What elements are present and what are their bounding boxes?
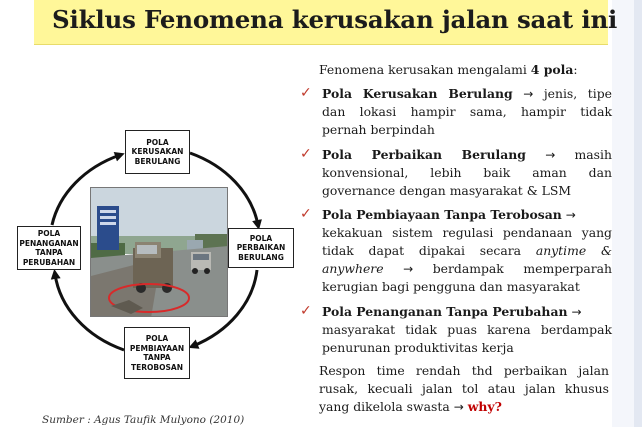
point-3-line-5: kerugian bagi pengguna dan masyarakat: [322, 279, 580, 294]
point-3-heading: Pola Pembiayaan Tanpa Terobosan: [322, 207, 562, 222]
why-text: why?: [467, 399, 502, 414]
box-right-line-3: BERULANG: [238, 252, 284, 262]
point-4-heading: Pola Penanganan Tanpa Perubahan: [322, 304, 568, 319]
box-right-line-2: PERBAIKAN: [236, 243, 286, 253]
box-pola-kerusakan: [125, 130, 190, 174]
box-bottom-line-1: POLA: [145, 334, 169, 343]
point-2-line-1: [322, 146, 612, 164]
slide-title: Siklus Fenomena kerusakan jalan saat ini: [52, 5, 618, 34]
point-1-l1-rest: jenis, tipe: [543, 86, 612, 101]
point-1-line-2: dan lokasi hampir sama, hampir tidak: [322, 104, 612, 119]
road-photo-illustration: [91, 188, 228, 317]
right-arrow-icon: →: [565, 208, 576, 222]
box-bottom-line-2: PEMBIAYAAN: [129, 343, 185, 353]
point-2-l1-rest: masih: [574, 147, 612, 162]
point-4-line-2: masyarakat tidak puas karena berdampak: [322, 322, 612, 337]
right-arrow-icon: →: [571, 305, 582, 319]
closing-line-2: rusak, kecuali jalan tol atau jalan khusus: [319, 381, 609, 396]
box-left-line-3: TANPA: [35, 248, 63, 257]
intro-line: [319, 62, 578, 77]
box-pola-penanganan: [17, 226, 81, 270]
point-3-line-4: [322, 260, 612, 278]
box-left-line-1: POLA: [37, 229, 61, 238]
box-left-line-2: PENANGANAN: [19, 238, 79, 248]
box-top-line-1: POLA: [146, 137, 169, 147]
point-3-l3a: tidak dapat dipakai secara: [322, 243, 536, 258]
intro-suffix: :: [573, 62, 578, 77]
box-bottom-line-4: TEROBOSAN: [131, 362, 183, 372]
closing-line-3: [319, 398, 609, 416]
slide-edge-band: [634, 0, 642, 427]
point-2-line-2: konvensional, lebih baik aman dan: [322, 165, 612, 180]
point-3-l4c: berdampak memperparah: [432, 261, 612, 276]
point-1-line-1: [322, 85, 612, 103]
closing-line-1: Respon time rendah thd perbaikan jalan: [319, 363, 609, 378]
point-1-heading: Pola Kerusakan Berulang: [322, 86, 513, 101]
box-top-line-3: BERULANG: [134, 156, 181, 166]
closing-l3: yang dikelola swasta: [319, 399, 450, 414]
box-pola-perbaikan: [228, 228, 294, 268]
box-top-line-2: KERUSAKAN: [131, 147, 184, 157]
intro-prefix: Fenomena kerusakan mengalami: [319, 62, 531, 77]
point-4-line-1: [322, 303, 612, 321]
right-arrow-icon: →: [545, 148, 556, 162]
check-icon: ✓: [300, 206, 312, 222]
point-2-line-3: governance dengan masyarakat & LSM: [322, 183, 572, 198]
check-icon: ✓: [300, 303, 312, 319]
point-1-line-3: pernah berpindah: [322, 122, 435, 137]
point-3-l3b: anytime: [535, 243, 587, 258]
right-arrow-icon: →: [523, 87, 534, 101]
point-4-line-3: penurunan produktivitas kerja: [322, 340, 514, 355]
check-icon: ✓: [300, 146, 312, 162]
point-3-line-2: kekakuan sistem regulasi pendanaan yang: [322, 225, 612, 240]
point-3-line-3: [322, 242, 612, 260]
box-right-line-1: POLA: [249, 233, 273, 243]
source-citation: Sumber : Agus Taufik Mulyono (2010): [42, 414, 245, 426]
cycle-diagram: [0, 0, 310, 427]
intro-bold: 4 pola: [530, 62, 574, 77]
check-icon: ✓: [300, 85, 312, 101]
point-3-l3c: &: [586, 243, 613, 258]
right-arrow-icon: →: [403, 262, 414, 276]
box-bottom-line-3: TANPA: [143, 353, 171, 362]
right-arrow-icon: →: [453, 400, 464, 414]
box-left-line-4: PERUBAHAN: [22, 257, 76, 267]
point-3-l4a: anywhere: [322, 261, 384, 276]
point-3-line-1: [322, 206, 612, 224]
point-2-heading: Pola Perbaikan Berulang: [322, 147, 526, 162]
box-pola-pembiayaan: [124, 327, 190, 379]
road-damage-photo: [90, 187, 228, 317]
